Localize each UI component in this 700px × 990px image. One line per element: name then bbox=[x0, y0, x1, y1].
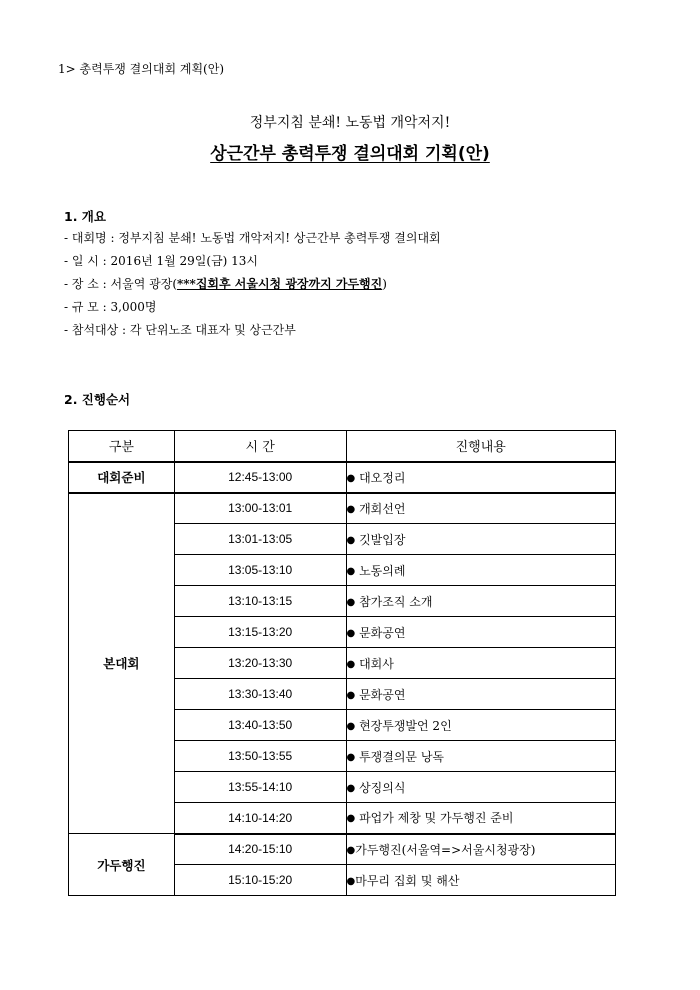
content-text: 현장투쟁발언 2인 bbox=[359, 718, 452, 733]
content-text: 대회사 bbox=[359, 656, 394, 671]
time-cell: 14:10-14:20 bbox=[174, 803, 346, 834]
location-emphasis: ***집회후 서울시청 광장까지 가두행진 bbox=[177, 277, 383, 291]
content-cell bbox=[346, 648, 616, 679]
location-text: - 장 소 : 서울역 광장( bbox=[64, 277, 177, 291]
overview-list bbox=[64, 227, 441, 342]
bullet-icon: ● bbox=[346, 875, 356, 887]
overview-item-attendees: - 참석대상 : 각 단위노조 대표자 및 상근간부 bbox=[64, 323, 296, 337]
content-text: 개회선언 bbox=[359, 501, 406, 516]
content-cell bbox=[346, 741, 616, 772]
time-cell: 13:05-13:10 bbox=[174, 555, 346, 586]
content-cell bbox=[346, 865, 616, 896]
bullet-icon: ● bbox=[346, 596, 356, 608]
category-cell: 가두행진 bbox=[69, 834, 175, 896]
content-cell bbox=[346, 679, 616, 710]
content-text: 상징의식 bbox=[359, 780, 406, 795]
bullet-icon: ● bbox=[346, 627, 356, 639]
content-cell bbox=[346, 493, 616, 524]
column-header-content: 진행내용 bbox=[346, 431, 616, 462]
bullet-icon: ● bbox=[346, 782, 356, 794]
content-text: 문화공연 bbox=[359, 687, 406, 702]
overview-heading: 1. 개요 bbox=[64, 209, 106, 224]
time-cell: 14:20-15:10 bbox=[174, 834, 346, 865]
column-header-time: 시 간 bbox=[174, 431, 346, 462]
content-text: 참가조직 소개 bbox=[359, 594, 433, 609]
overview-item-scale: - 규 모 : 3,000명 bbox=[64, 300, 157, 314]
bullet-icon: ● bbox=[346, 534, 356, 546]
content-text: 대오정리 bbox=[359, 470, 406, 485]
table-header-row bbox=[69, 431, 616, 462]
table-row bbox=[69, 462, 616, 493]
overview-item-date: - 일 시 : 2016년 1월 29일(금) 13시 bbox=[64, 254, 259, 268]
content-cell bbox=[346, 710, 616, 741]
bullet-icon: ● bbox=[346, 689, 356, 701]
time-cell: 13:30-13:40 bbox=[174, 679, 346, 710]
category-cell: 본대회 bbox=[69, 493, 175, 834]
time-cell: 15:10-15:20 bbox=[174, 865, 346, 896]
content-cell bbox=[346, 617, 616, 648]
time-cell: 12:45-13:00 bbox=[174, 462, 346, 493]
content-cell bbox=[346, 772, 616, 803]
overview-item-location bbox=[64, 273, 441, 296]
content-text: 가두행진(서울역=>서울시청광장) bbox=[355, 842, 536, 857]
content-cell bbox=[346, 524, 616, 555]
column-header-category: 구분 bbox=[69, 431, 175, 462]
category-cell: 대회준비 bbox=[69, 462, 175, 493]
schedule-heading: 2. 진행순서 bbox=[64, 392, 131, 407]
document-subtitle: 정부지침 분쇄! 노동법 개악저지! bbox=[249, 115, 451, 131]
content-cell bbox=[346, 803, 616, 834]
bullet-icon: ● bbox=[346, 565, 356, 577]
content-text: 마무리 집회 및 해산 bbox=[355, 873, 460, 888]
time-cell: 13:50-13:55 bbox=[174, 741, 346, 772]
content-cell bbox=[346, 834, 616, 865]
time-cell: 13:15-13:20 bbox=[174, 617, 346, 648]
bullet-icon: ● bbox=[346, 751, 356, 763]
schedule-table bbox=[68, 430, 616, 896]
overview-item-event-name: - 대회명 : 정부지침 분쇄! 노동법 개악저지! 상근간부 총력투쟁 결의대회 bbox=[64, 231, 441, 245]
bullet-icon: ● bbox=[346, 658, 356, 670]
content-text: 깃발입장 bbox=[359, 532, 406, 547]
time-cell: 13:10-13:15 bbox=[174, 586, 346, 617]
content-text: 파업가 제창 및 가두행진 준비 bbox=[359, 811, 514, 826]
content-text: 투쟁결의문 낭독 bbox=[359, 749, 445, 764]
time-cell: 13:00-13:01 bbox=[174, 493, 346, 524]
time-cell: 13:55-14:10 bbox=[174, 772, 346, 803]
location-suffix: ) bbox=[382, 277, 387, 291]
bullet-icon: ● bbox=[346, 813, 356, 825]
content-cell bbox=[346, 586, 616, 617]
content-cell bbox=[346, 555, 616, 586]
document-header: 1> 총력투쟁 결의대회 계획(안) bbox=[58, 62, 225, 76]
content-text: 문화공연 bbox=[359, 625, 406, 640]
time-cell: 13:20-13:30 bbox=[174, 648, 346, 679]
time-cell: 13:01-13:05 bbox=[174, 524, 346, 555]
content-cell bbox=[346, 462, 616, 493]
table-row bbox=[69, 493, 616, 524]
table-row bbox=[69, 834, 616, 865]
content-text: 노동의례 bbox=[359, 563, 406, 578]
document-title: 상근간부 총력투쟁 결의대회 기획(안) bbox=[210, 144, 490, 164]
schedule-body bbox=[69, 462, 616, 896]
bullet-icon: ● bbox=[346, 844, 356, 856]
time-cell: 13:40-13:50 bbox=[174, 710, 346, 741]
bullet-icon: ● bbox=[346, 503, 356, 515]
bullet-icon: ● bbox=[346, 720, 356, 732]
bullet-icon: ● bbox=[346, 472, 356, 484]
